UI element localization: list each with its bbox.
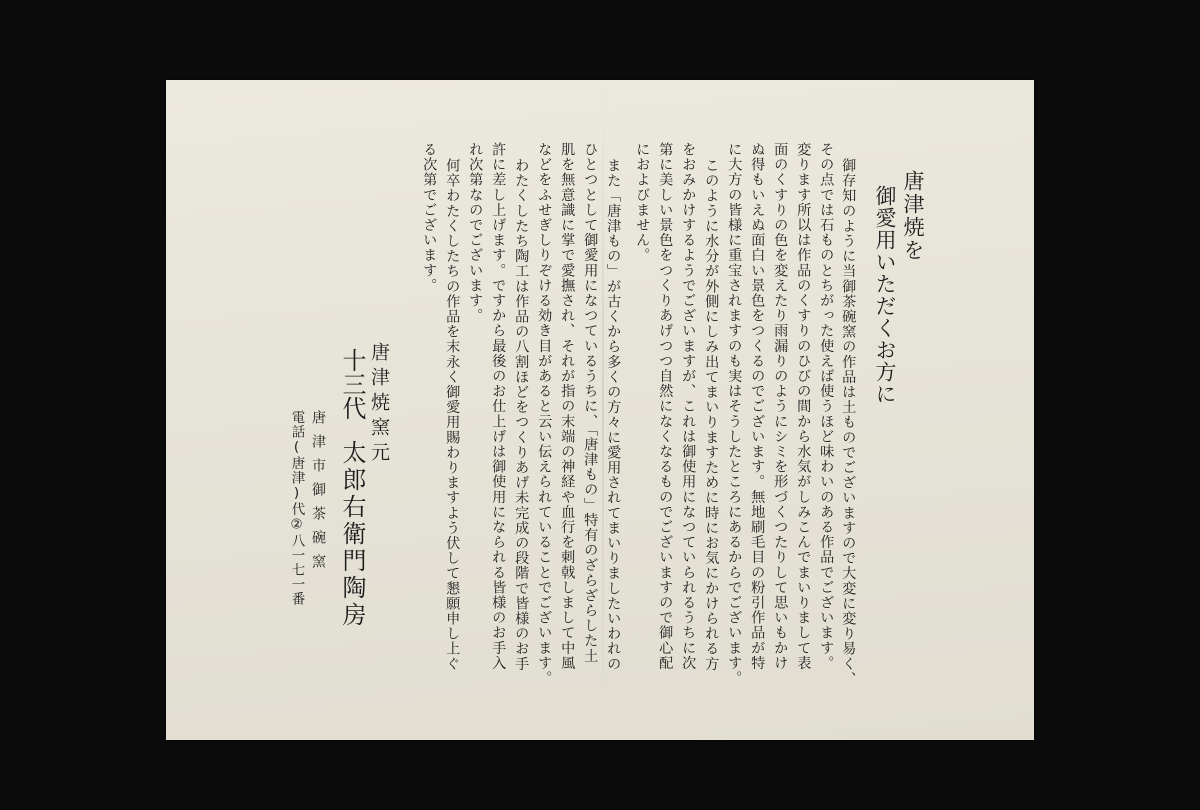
- letter-sheet: [166, 80, 1034, 740]
- title-line-1: 唐津焼を: [901, 170, 925, 262]
- title-line-2: 御愛用いただくお方に: [873, 185, 897, 405]
- paper-fold: [602, 80, 604, 740]
- body-line: れ次第なのでございます。: [467, 142, 484, 324]
- signature-generation: 十三代: [338, 348, 366, 420]
- signature-name: 太郎右衛門陶房: [338, 440, 366, 629]
- body-line: ひとつとして御愛用になつているうちに、「唐津もの」特有のざらざらした土: [582, 142, 599, 664]
- body-line: また「唐津もの」が古くから多くの方々に愛用されてまいりましたいわれの: [605, 158, 622, 672]
- body-line: 何卒わたくしたちの作品を末永く御愛用賜わりますよう伏して懇願申し上ぐ: [444, 158, 461, 672]
- body-line: 許に差し上げます。ですから最後のお仕上げは御使用になられる皆様のお手入: [490, 142, 507, 671]
- body-line: 面のくすりの色を変えたり雨漏りのようにシミを形づくつたりして思いもかけ: [772, 142, 789, 671]
- body-line: その点では石ものとちがった使えば使うほど味わいのある作品でございます。: [818, 142, 835, 671]
- body-line: 第に美しい景色をつくりあげつつ自然になくなるものでございますので御心配: [657, 142, 674, 671]
- body-line: 変ります所以は作品のくすりのひびの間から水気がしみこんでまいりまして表: [795, 142, 812, 671]
- body-line: このように水分が外側にしみ出てまいりますために時にお気にかけられる方: [703, 158, 720, 672]
- body-line: ぬ得もいえぬ面白い景色をつくるのでございます。無地刷毛目の粉引作品が特: [749, 142, 766, 671]
- body-line: 肌を無意識に掌で愛撫され、それが指の末端の神経や血行を刺戟しまして中風: [559, 142, 576, 671]
- body-line: わたくしたち陶工は作品の八割ほどをつくりあげ未完成の段階で皆様のお手: [513, 158, 530, 672]
- body-line: 御存知のように当御茶碗窯の作品は土ものでございますので大変に変り易く、: [840, 158, 857, 687]
- body-line: る次第でございます。: [421, 142, 438, 293]
- signature-kiln: 唐津焼窯元: [368, 342, 390, 467]
- signature-address: 唐津市御茶碗窯: [310, 410, 326, 578]
- body-line: をおみかけするようでございますが、これは御使用になつていられるうちに次: [680, 142, 697, 671]
- signature-phone: 電話(唐津)代②八一七一番: [288, 410, 305, 606]
- body-line: などをふせぎしりぞける効き目があると云い伝えられていることでございます。: [536, 142, 553, 686]
- body-line: におよびません。: [634, 142, 651, 263]
- body-line: に大方の皆様に重宝されますのも実はそうしたところにあるからでございます。: [726, 142, 743, 686]
